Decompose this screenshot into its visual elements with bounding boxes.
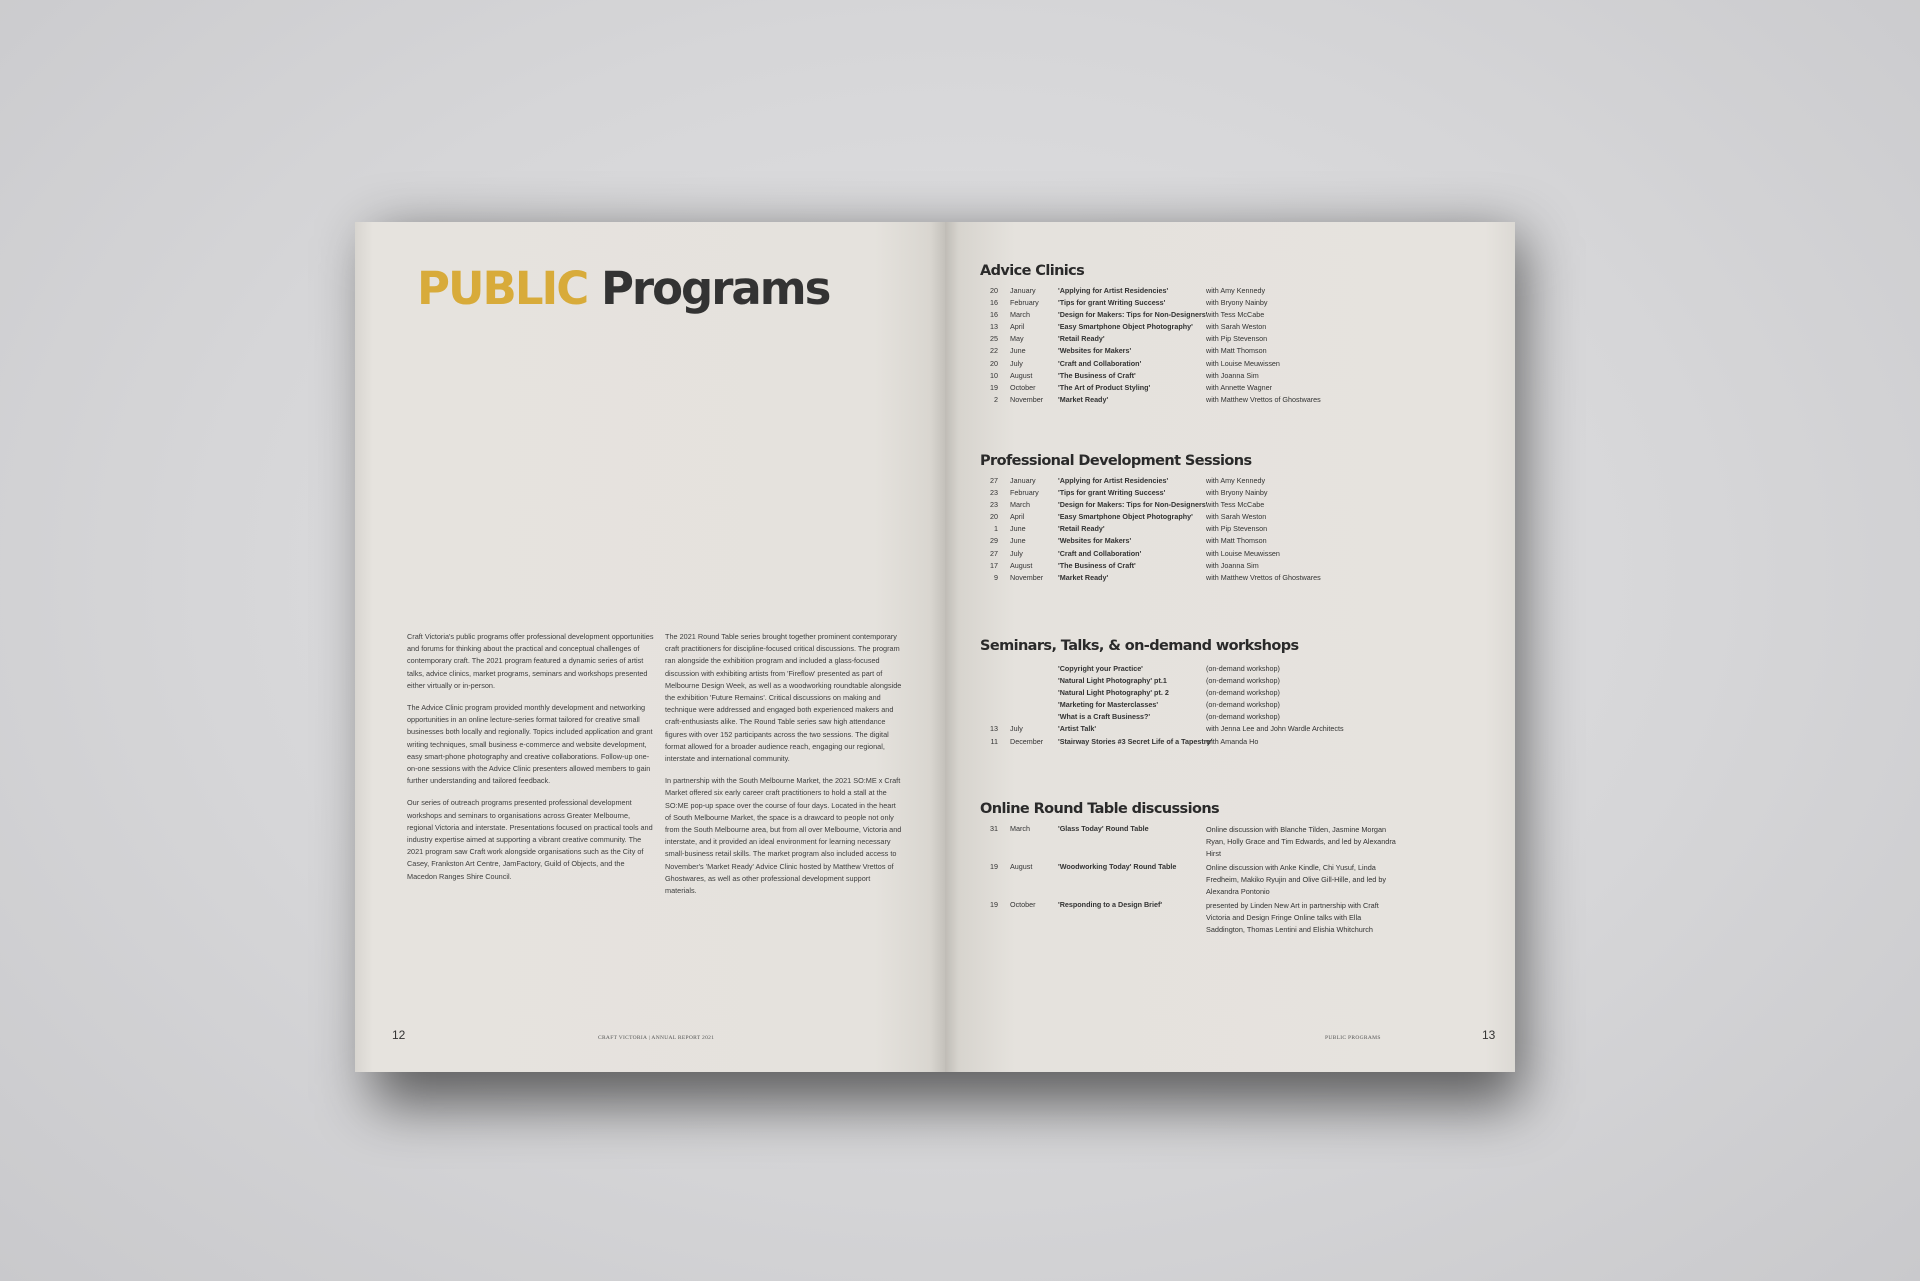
presenter: with Tess McCabe (1206, 310, 1265, 320)
session-title: 'Design for Makers: Tips for Non-Designers' (1058, 310, 1208, 320)
month: April (1010, 512, 1025, 522)
month: January (1010, 476, 1036, 485)
month: October (1010, 900, 1036, 909)
session-title: 'Websites for Makers' (1058, 536, 1132, 546)
presenter: with Jenna Lee and John Wardle Architects (1206, 724, 1344, 734)
day: 9 (994, 572, 998, 582)
day: 2 (994, 394, 998, 404)
day: 13 (990, 724, 998, 734)
month: December (1010, 736, 1044, 746)
list-item (980, 334, 1450, 346)
presenter: with Joanna Sim (1206, 370, 1259, 380)
day: 16 (990, 298, 998, 308)
presenter: with Amy Kennedy (1206, 476, 1266, 485)
day: 22 (990, 346, 998, 356)
session-title: 'The Business of Craft' (1058, 560, 1136, 570)
list-item (980, 476, 1450, 488)
session-title: 'Retail Ready' (1058, 524, 1105, 534)
month: February (1010, 488, 1039, 498)
session-title: 'The Art of Product Styling' (1058, 382, 1151, 392)
session-title: 'Design for Makers: Tips for Non-Designers' (1058, 500, 1208, 510)
month: August (1010, 862, 1033, 871)
month: June (1010, 536, 1026, 546)
presenter: with Sarah Weston (1206, 322, 1267, 332)
session-title: 'Artist Talk' (1058, 724, 1097, 734)
presenter: (on-demand workshop) (1206, 676, 1280, 686)
list-item (980, 488, 1450, 500)
section-title: Online Round Table discussions (980, 801, 1220, 817)
list-item (980, 322, 1450, 334)
month: March (1010, 500, 1030, 510)
session-title: 'Responding to a Design Brief' (1058, 900, 1163, 909)
presenter: with Bryony Nainby (1206, 298, 1268, 308)
session-title: 'Websites for Makers' (1058, 346, 1132, 356)
presenter: with Sarah Weston (1206, 512, 1267, 522)
list-item (980, 700, 1450, 712)
session-title: 'Natural Light Photography' pt. 2 (1058, 688, 1169, 698)
seminars-list (980, 664, 1450, 749)
list-item (980, 724, 1450, 736)
day: 17 (990, 560, 998, 570)
day: 20 (990, 512, 998, 522)
list-item (980, 573, 1450, 585)
month: June (1010, 346, 1026, 356)
session-title: 'Easy Smartphone Object Photography' (1058, 512, 1193, 522)
day: 29 (990, 536, 998, 546)
list-item (980, 359, 1450, 371)
day: 31 (990, 824, 998, 833)
presenter: with Louise Meuwissen (1206, 358, 1280, 368)
list-item (980, 298, 1450, 310)
list-item (980, 549, 1450, 561)
presenter: with Joanna Sim (1206, 560, 1259, 570)
month: July (1010, 548, 1023, 558)
session-title: 'Applying for Artist Residencies' (1058, 476, 1169, 485)
presenter: (on-demand workshop) (1206, 712, 1280, 722)
day: 1 (994, 524, 998, 534)
session-title: 'Woodworking Today' Round Table (1058, 862, 1177, 871)
month: November (1010, 572, 1044, 582)
day: 10 (990, 370, 998, 380)
list-item (980, 395, 1450, 407)
left-page (355, 222, 945, 1072)
list-item (980, 664, 1450, 676)
session-title: 'Applying for Artist Residencies' (1058, 286, 1169, 295)
section-title: Seminars, Talks, & on-demand workshops (980, 638, 1299, 654)
body-column-2 (665, 631, 903, 907)
presenter: (on-demand workshop) (1206, 664, 1280, 673)
day: 19 (990, 382, 998, 392)
month: April (1010, 322, 1025, 332)
day: 19 (990, 862, 998, 871)
month: August (1010, 370, 1033, 380)
day: 27 (990, 476, 998, 485)
day: 13 (990, 322, 998, 332)
body-column-1 (407, 631, 655, 893)
session-title: 'What is a Craft Business?' (1058, 712, 1151, 722)
month: January (1010, 286, 1036, 295)
session-title: 'Glass Today' Round Table (1058, 824, 1149, 833)
session-title: 'Copyright your Practice' (1058, 664, 1143, 673)
presenter: with Amanda Ho (1206, 736, 1259, 746)
presenter: Online discussion with Blanche Tilden, Jasmine Morgan Ryan, Holly Grace and Tim Edwards, and led by Alexandra Hirst (1206, 825, 1396, 859)
list-item (980, 561, 1450, 573)
list-item (980, 824, 1450, 862)
section-title: Advice Clinics (980, 263, 1085, 279)
day: 23 (990, 488, 998, 498)
list-item (980, 900, 1450, 950)
presenter: with Pip Stevenson (1206, 334, 1268, 344)
day: 23 (990, 500, 998, 510)
month: July (1010, 724, 1023, 734)
day: 25 (990, 334, 998, 344)
month: February (1010, 298, 1039, 308)
list-item (980, 712, 1450, 724)
paragraph: Craft Victoria's public programs offer professional development opportunities and forums for thinking about the practical and conceptual challenges of contemporary craft. The 2021 program featured a dynamic series of artist talks, advice clinics, market programs, seminars and workshops presented either virtually or in-person. (407, 632, 654, 690)
month: March (1010, 310, 1030, 320)
list-item (980, 383, 1450, 395)
presenter: with Matt Thomson (1206, 346, 1267, 356)
presenter: with Matthew Vrettos of Ghostwares (1206, 394, 1321, 404)
month: October (1010, 382, 1036, 392)
presenter: (on-demand workshop) (1206, 688, 1280, 698)
month: June (1010, 524, 1026, 534)
day: 16 (990, 310, 998, 320)
presenter: with Tess McCabe (1206, 500, 1265, 510)
month: March (1010, 824, 1030, 833)
presenter: presented by Linden New Art in partnership with Craft Victoria and Design Fringe Online talks with Ella Saddington, Thomas Lentini and Elishia Whitchurch (1206, 901, 1379, 935)
title-main: Programs (600, 262, 830, 315)
list-item (980, 286, 1450, 298)
professional-development-list (980, 476, 1450, 585)
presenter: (on-demand workshop) (1206, 700, 1280, 710)
list-item (980, 346, 1450, 358)
session-title: 'Market Ready' (1058, 394, 1109, 404)
session-title: 'Market Ready' (1058, 572, 1109, 582)
presenter: with Louise Meuwissen (1206, 548, 1280, 558)
page-title (417, 262, 830, 315)
day: 19 (990, 900, 998, 909)
paragraph: The Advice Clinic program provided monthly development and networking opportunities in an online lecture-series format tailored for creative small businesses both locally and regionally. Topics included application and grant writing techniques, small business e-commerce and website development, easy smart-phone photography and creative collaborations. Follow-up one-on-one sessions with the Advice Clinic presenters allowed members to gain further understanding and tailored feedback. (407, 703, 653, 786)
list-item (980, 371, 1450, 383)
page-footer: PUBLIC PROGRAMS (1325, 1035, 1381, 1041)
list-item (980, 536, 1450, 548)
presenter: with Pip Stevenson (1206, 524, 1268, 534)
page-number: 12 (392, 1028, 406, 1042)
presenter: with Matt Thomson (1206, 536, 1267, 546)
page-footer: CRAFT VICTORIA | ANNUAL REPORT 2021 (598, 1035, 715, 1041)
day: 20 (990, 286, 998, 295)
session-title: 'Stairway Stories #3 Secret Life of a Tapestry' (1058, 736, 1213, 746)
session-title: 'Tips for grant Writing Success' (1058, 298, 1166, 308)
magazine-spread (355, 222, 1515, 1072)
advice-clinics-list (980, 286, 1450, 407)
round-table-list (980, 824, 1450, 950)
month: May (1010, 334, 1024, 344)
page-number: 13 (1482, 1028, 1496, 1042)
session-title: 'Tips for grant Writing Success' (1058, 488, 1166, 498)
day: 27 (990, 548, 998, 558)
session-title: 'Easy Smartphone Object Photography' (1058, 322, 1193, 332)
section-title: Professional Development Sessions (980, 453, 1252, 469)
session-title: 'The Business of Craft' (1058, 370, 1136, 380)
session-title: 'Craft and Collaboration' (1058, 548, 1142, 558)
title-accent: PUBLIC (417, 262, 588, 315)
presenter: with Amy Kennedy (1206, 286, 1266, 295)
paragraph: In partnership with the South Melbourne Market, the 2021 SO:ME x Craft Market offered six early career craft practitioners to hold a stall at the SO:ME pop-up space over the course of four days. Located in the heart of South Melbourne Market, the space is a drawcard to people not only from the South Melbourne area, but from all over Melbourne, Victoria and interstate, and it provided an ideal environment for learning necessary small-business retail skills. The market program also included access to November's 'Market Ready' Advice Clinic hosted by Matthew Vrettos of Ghostwares, as well as other professional development support materials. (665, 776, 902, 896)
day: 11 (990, 736, 998, 746)
session-title: 'Craft and Collaboration' (1058, 358, 1142, 368)
session-title: 'Marketing for Masterclasses' (1058, 700, 1159, 710)
month: November (1010, 394, 1044, 404)
day: 20 (990, 358, 998, 368)
list-item (980, 737, 1450, 749)
list-item (980, 512, 1450, 524)
list-item (980, 862, 1450, 900)
paragraph: Our series of outreach programs presented professional development workshops and seminars to organisations across Greater Melbourne, regional Victoria and interstate. Presentations focused on practical tools and industry expertise aimed at supporting a vibrant creative community. The 2021 program saw Craft work alongside organisations such as the City of Casey, Frankston Art Centre, JamFactory, Guild of Objects, and the Macedon Ranges Shire Council. (407, 798, 653, 881)
list-item (980, 500, 1450, 512)
list-item (980, 310, 1450, 322)
month: August (1010, 560, 1033, 570)
session-title: 'Natural Light Photography' pt.1 (1058, 676, 1167, 686)
paragraph: The 2021 Round Table series brought together prominent contemporary craft practitioners for discipline-focused critical discussions. The program ran alongside the exhibition program and included a glass-focused discussion with exhibiting artists from 'Fireflow' presented as part of Melbourne Design Week, as well as a woodworking roundtable alongside the exhibition 'Future Remains'. Critical discussions on making and technique were addressed and engaged both experienced makers and craft-enthusiasts alike. The Round Table series saw high attendance figures with over 152 participants across the two sessions. The digital format allowed for a broader audience reach, engaging our regional, interstate and international community. (665, 632, 902, 764)
session-title: 'Retail Ready' (1058, 334, 1105, 344)
presenter: with Matthew Vrettos of Ghostwares (1206, 572, 1321, 582)
presenter: with Bryony Nainby (1206, 488, 1268, 498)
month: July (1010, 358, 1023, 368)
presenter: Online discussion with Anke Kindle, Chi Yusuf, Linda Fredheim, Makiko Ryujin and Olive Gill-Hille, and led by Alexandra Pontonio (1206, 863, 1387, 897)
list-item (980, 676, 1450, 688)
list-item (980, 688, 1450, 700)
presenter: with Annette Wagner (1206, 382, 1273, 392)
list-item (980, 524, 1450, 536)
